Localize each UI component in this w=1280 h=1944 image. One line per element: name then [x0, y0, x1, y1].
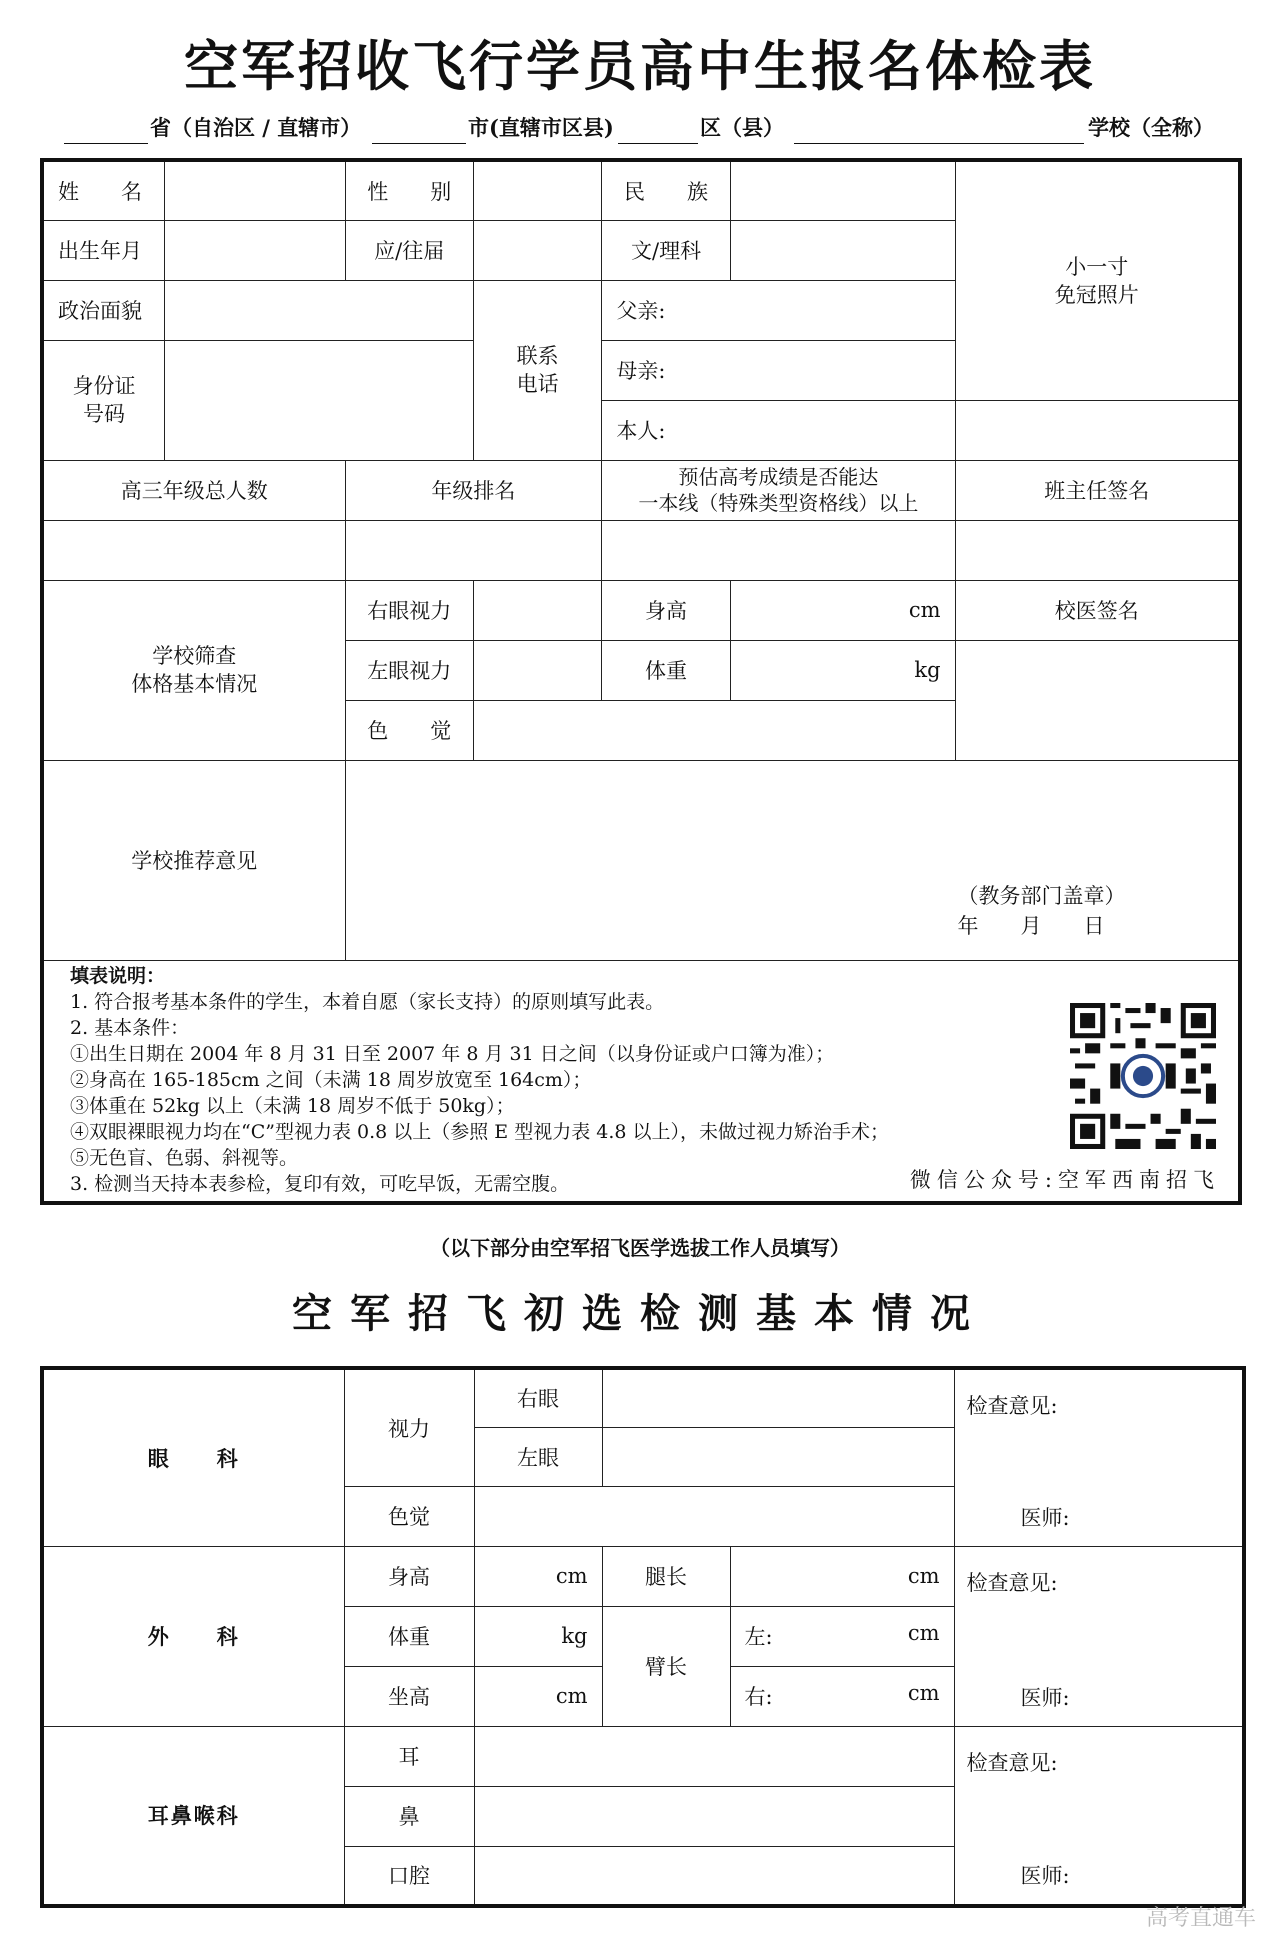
grade-rank-field[interactable]: [345, 520, 602, 580]
sitting-result[interactable]: cm: [474, 1666, 602, 1726]
teacher-sign-field[interactable]: [955, 520, 1240, 580]
height-result[interactable]: cm: [474, 1546, 602, 1606]
graduate-field[interactable]: [473, 220, 601, 280]
right-arm-result[interactable]: [730, 1666, 954, 1726]
subject-label: 文/理科: [602, 220, 730, 280]
school-label: 学校（全称）: [1088, 115, 1214, 140]
instruction-line: 1. 符合报考基本条件的学生，本着自愿（家长支持）的原则填写此表。: [70, 990, 665, 1013]
city-blank[interactable]: [372, 142, 466, 144]
eye-section-label: 眼 科: [42, 1368, 344, 1546]
instruction-line: ③体重在 52kg 以上（未满 18 周岁不低于 50kg）；: [70, 1094, 515, 1117]
grade-total-field[interactable]: [42, 520, 345, 580]
height-label: 身高: [602, 580, 730, 640]
doctor-label: 医师:: [1020, 1505, 1070, 1530]
page-title: 空军招收飞行学员高中生报名体检表: [184, 34, 1096, 98]
left-eye-result[interactable]: [602, 1427, 954, 1486]
ear-label: 耳: [344, 1726, 474, 1786]
instruction-line: ⑤无色盲、色弱、斜视等。: [70, 1146, 299, 1169]
mother-phone-field[interactable]: 母亲:: [602, 340, 955, 400]
color-field[interactable]: [473, 700, 955, 760]
stamp-label: （教务部门盖章）: [957, 884, 1126, 908]
doctor-sign-label: 校医签名: [955, 580, 1240, 640]
exam-table: [40, 1366, 1246, 1908]
teacher-sign-label: 班主任签名: [955, 460, 1240, 520]
opinion-label: 检查意见:: [966, 1394, 1058, 1418]
doctor-label: 医师:: [1020, 1864, 1070, 1888]
instruction-line: ④双眼裸眼视力均在“C”型视力表 0.8 以上（参照 E 型视力表 4.8 以上），未做过视力矫治手术；: [70, 1120, 890, 1143]
left-eye-label: 左眼: [474, 1427, 602, 1486]
weight-label: 体重: [344, 1606, 474, 1666]
color-label: 色 觉: [345, 700, 473, 760]
contact-label: 联系 电话: [473, 280, 601, 460]
ent-section-label: 耳鼻喉科: [42, 1726, 344, 1906]
idcard-field[interactable]: [164, 340, 473, 460]
province-label: 省（自治区 / 直辖市）: [150, 115, 362, 140]
colorsense-result[interactable]: [474, 1486, 954, 1546]
political-field[interactable]: [164, 280, 473, 340]
wechat-account: 微信公众号:空军西南招飞: [909, 1167, 1220, 1192]
surgery-section-label: 外 科: [42, 1546, 344, 1726]
weight-field[interactable]: kg: [730, 640, 955, 700]
estimate-label: 预估高考成绩是否能达 一本线（特殊类型资格线）以上: [602, 460, 955, 520]
surgery-opinion[interactable]: [954, 1546, 1244, 1726]
district-blank[interactable]: [618, 142, 698, 144]
left-eye-field[interactable]: [473, 640, 601, 700]
gender-field[interactable]: [473, 160, 601, 220]
staff-note: （以下部分由空军招飞医学选拔工作人员填写）: [430, 1236, 850, 1260]
right-eye-label: 右眼视力: [345, 580, 473, 640]
ear-result[interactable]: [474, 1726, 954, 1786]
weight-result[interactable]: kg: [474, 1606, 602, 1666]
weight-label: 体重: [602, 640, 730, 700]
colorsense-label: 色觉: [344, 1486, 474, 1546]
left-arm-result[interactable]: [730, 1606, 954, 1666]
ethnicity-field[interactable]: [730, 160, 955, 220]
province-blank[interactable]: [64, 142, 148, 144]
leg-label: 腿长: [602, 1546, 730, 1606]
instruction-line: 3. 检测当天持本表参检，复印有效，可吃早饭，无需空腹。: [70, 1172, 570, 1195]
address-line: [58, 112, 1238, 152]
ethnicity-label: 民 族: [602, 160, 730, 220]
arm-label: 臂长: [602, 1606, 730, 1726]
height-label: 身高: [344, 1546, 474, 1606]
father-phone-field[interactable]: 父亲:: [602, 280, 955, 340]
left-arm-label: 左:: [744, 1625, 773, 1649]
exam-title: 空军招飞初选检测基本情况: [292, 1290, 988, 1337]
vision-label: 视力: [344, 1368, 474, 1486]
instructions-heading: 填表说明：: [70, 964, 166, 987]
grade-rank-label: 年级排名: [345, 460, 602, 520]
birth-field[interactable]: [164, 220, 345, 280]
height-field[interactable]: cm: [730, 580, 955, 640]
nose-result[interactable]: [474, 1786, 954, 1846]
qr-code-icon[interactable]: [1070, 1003, 1216, 1149]
right-eye-result[interactable]: [602, 1368, 954, 1427]
doctor-sign-field[interactable]: [955, 640, 1240, 760]
instruction-line: 2. 基本条件：: [70, 1016, 190, 1039]
district-label: 区（县）: [700, 115, 784, 140]
political-label: 政治面貌: [42, 280, 164, 340]
birth-label: 出生年月: [42, 220, 164, 280]
idcard-label: 身份证 号码: [42, 340, 164, 460]
city-label: 市(直辖市区县): [468, 115, 614, 140]
photo-bottom-cell: [955, 400, 1240, 460]
instruction-line: ①出生日期在 2004 年 8 月 31 日至 2007 年 8 月 31 日之间（以身份证或户口簿为准）；: [70, 1042, 835, 1065]
left-eye-label: 左眼视力: [345, 640, 473, 700]
recommend-label: 学校推荐意见: [42, 760, 345, 960]
ent-opinion[interactable]: [954, 1726, 1244, 1906]
registration-form: [40, 158, 1242, 1205]
school-blank[interactable]: [794, 142, 1084, 144]
instruction-line: ②身高在 165-185cm 之间（未满 18 周岁放宽至 164cm）；: [70, 1068, 592, 1091]
gender-label: 性 别: [345, 160, 473, 220]
opinion-label: 检查意见:: [966, 1570, 1058, 1595]
photo-box[interactable]: 小一寸 免冠照片: [955, 160, 1240, 400]
leg-result[interactable]: cm: [730, 1546, 954, 1606]
right-eye-label: 右眼: [474, 1368, 602, 1427]
mouth-result[interactable]: [474, 1846, 954, 1906]
doctor-label: 医师:: [1020, 1685, 1070, 1710]
subject-field[interactable]: [730, 220, 955, 280]
instructions: [42, 960, 1240, 1203]
self-phone-field[interactable]: 本人:: [602, 400, 955, 460]
estimate-field[interactable]: [602, 520, 955, 580]
recommend-field[interactable]: [345, 760, 1240, 960]
watermark: 高考直通车: [1145, 1906, 1256, 1931]
mouth-label: 口腔: [344, 1846, 474, 1906]
right-arm-label: 右:: [744, 1685, 773, 1709]
right-arm-unit: cm: [907, 1681, 940, 1705]
graduate-label: 应/往届: [345, 220, 473, 280]
name-label: 姓 名: [42, 160, 164, 220]
nose-label: 鼻: [344, 1786, 474, 1846]
right-eye-field[interactable]: [473, 580, 601, 640]
screening-label: 学校筛查 体格基本情况: [42, 580, 345, 760]
opinion-label: 检查意见:: [966, 1750, 1058, 1775]
grade-total-label: 高三年级总人数: [42, 460, 345, 520]
sitting-label: 坐高: [344, 1666, 474, 1726]
name-field[interactable]: [164, 160, 345, 220]
left-arm-unit: cm: [907, 1621, 940, 1645]
date-label: 年 月 日: [957, 914, 1105, 938]
eye-opinion[interactable]: [954, 1368, 1244, 1546]
